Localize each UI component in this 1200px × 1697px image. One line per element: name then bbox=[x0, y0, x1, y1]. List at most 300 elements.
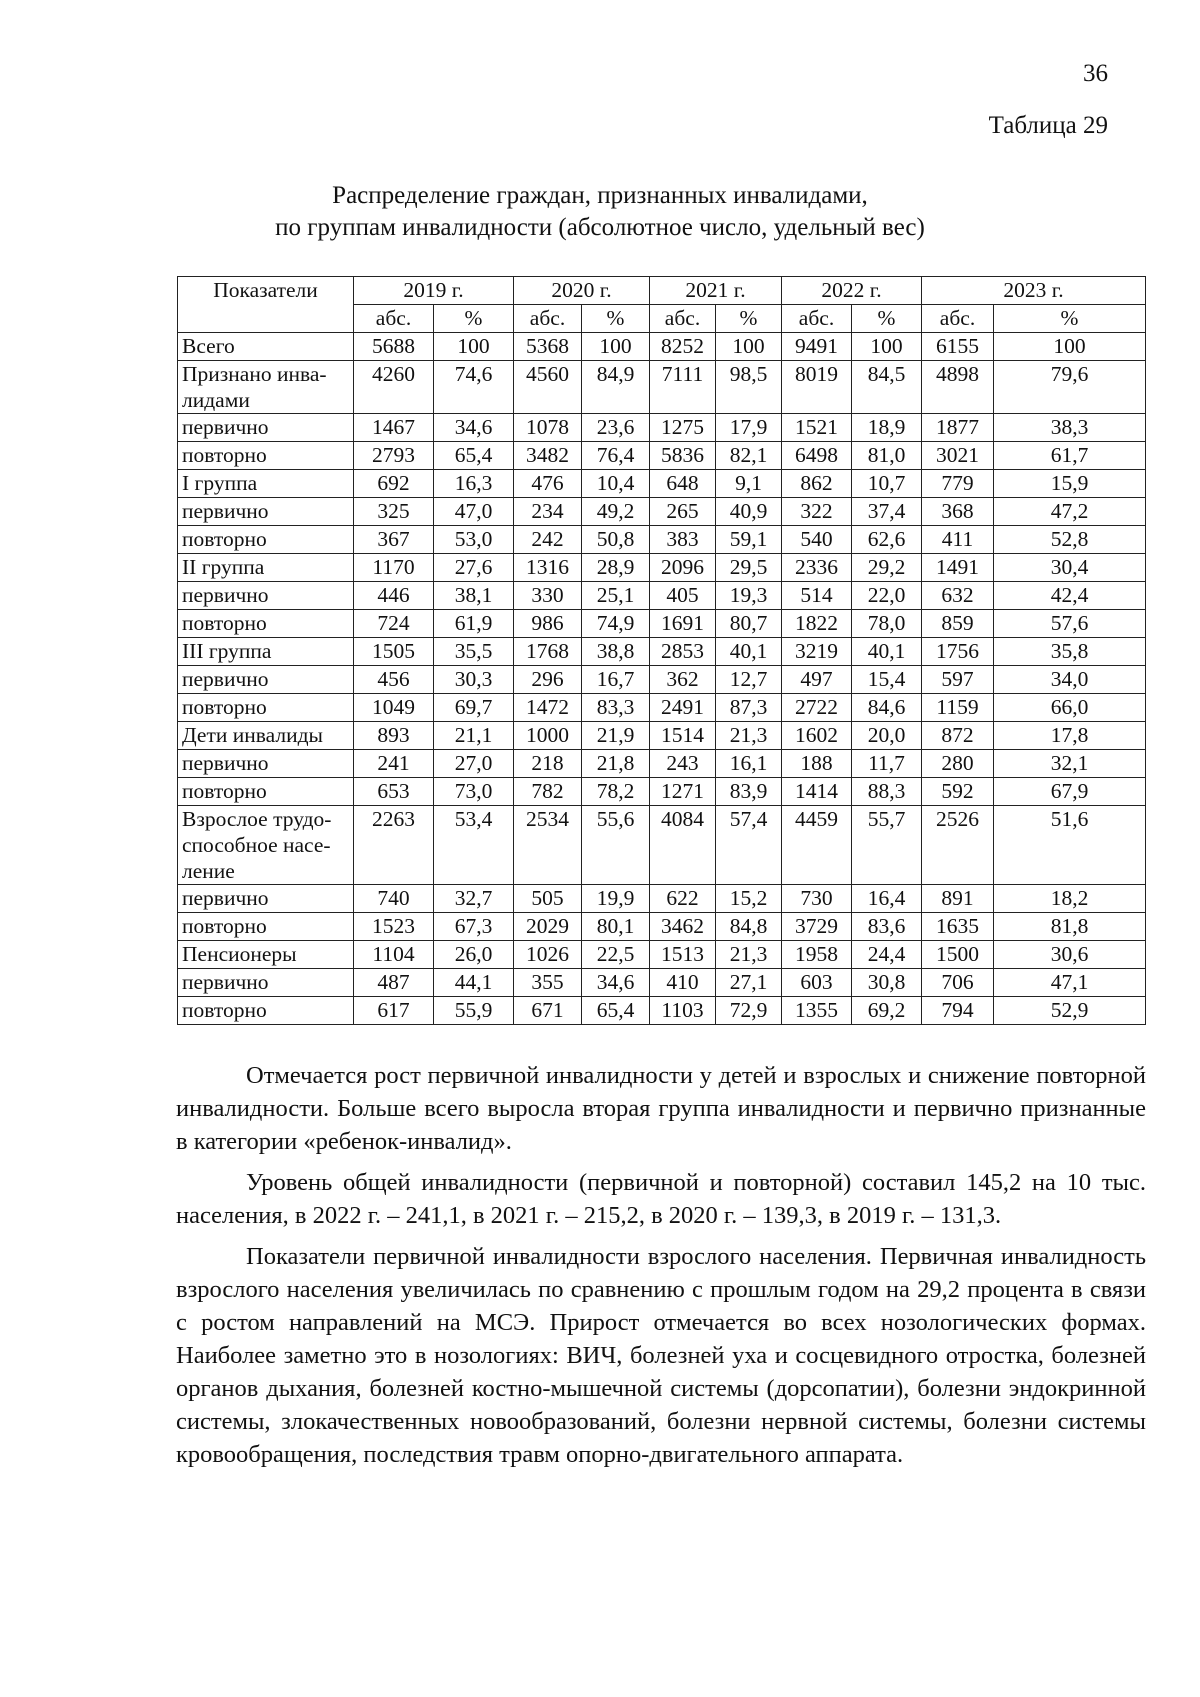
abs-cell: 540 bbox=[782, 526, 852, 554]
table-row bbox=[178, 885, 1146, 913]
abs-cell: 794 bbox=[922, 997, 994, 1025]
percent-cell: 21,3 bbox=[716, 941, 782, 969]
row-label bbox=[178, 414, 354, 442]
percent-header: % bbox=[434, 305, 514, 333]
row-label bbox=[178, 969, 354, 997]
percent-cell: 29,5 bbox=[716, 554, 782, 582]
abs-header: абс. bbox=[354, 305, 434, 333]
percent-cell: 80,1 bbox=[582, 913, 650, 941]
abs-cell: 597 bbox=[922, 666, 994, 694]
row-label-text: первично bbox=[182, 583, 269, 607]
table-row bbox=[178, 361, 1146, 414]
abs-cell: 330 bbox=[514, 582, 582, 610]
percent-cell: 35,5 bbox=[434, 638, 514, 666]
percent-cell: 57,4 bbox=[716, 806, 782, 885]
percent-cell: 72,9 bbox=[716, 997, 782, 1025]
abs-cell: 487 bbox=[354, 969, 434, 997]
percent-cell: 28,9 bbox=[582, 554, 650, 582]
abs-cell: 9491 bbox=[782, 333, 852, 361]
table-row bbox=[178, 750, 1146, 778]
percent-cell: 11,7 bbox=[852, 750, 922, 778]
abs-header: абс. bbox=[782, 305, 852, 333]
percent-cell: 17,8 bbox=[994, 722, 1146, 750]
percent-cell: 40,1 bbox=[716, 638, 782, 666]
percent-cell: 21,8 bbox=[582, 750, 650, 778]
row-label-text: повторно bbox=[182, 443, 267, 467]
row-label bbox=[178, 333, 354, 361]
percent-cell: 19,9 bbox=[582, 885, 650, 913]
abs-cell: 241 bbox=[354, 750, 434, 778]
abs-cell: 368 bbox=[922, 498, 994, 526]
percent-cell: 87,3 bbox=[716, 694, 782, 722]
row-label bbox=[178, 361, 354, 414]
row-label-text: повторно bbox=[182, 527, 267, 551]
percent-cell: 49,2 bbox=[582, 498, 650, 526]
row-label bbox=[178, 885, 354, 913]
percent-cell: 50,8 bbox=[582, 526, 650, 554]
abs-header: абс. bbox=[922, 305, 994, 333]
percent-cell: 66,0 bbox=[994, 694, 1146, 722]
table-row bbox=[178, 414, 1146, 442]
percent-cell: 74,9 bbox=[582, 610, 650, 638]
abs-cell: 2029 bbox=[514, 913, 582, 941]
percent-cell: 98,5 bbox=[716, 361, 782, 414]
row-label bbox=[178, 997, 354, 1025]
abs-cell: 622 bbox=[650, 885, 716, 913]
abs-cell: 1271 bbox=[650, 778, 716, 806]
abs-cell: 671 bbox=[514, 997, 582, 1025]
abs-cell: 779 bbox=[922, 470, 994, 498]
table-label: Таблица 29 bbox=[988, 112, 1108, 139]
percent-cell: 57,6 bbox=[994, 610, 1146, 638]
abs-cell: 497 bbox=[782, 666, 852, 694]
percent-cell: 83,9 bbox=[716, 778, 782, 806]
abs-cell: 3219 bbox=[782, 638, 852, 666]
percent-cell: 69,7 bbox=[434, 694, 514, 722]
abs-cell: 4084 bbox=[650, 806, 716, 885]
percent-cell: 81,0 bbox=[852, 442, 922, 470]
abs-cell: 4459 bbox=[782, 806, 852, 885]
abs-cell: 355 bbox=[514, 969, 582, 997]
percent-cell: 65,4 bbox=[582, 997, 650, 1025]
percent-cell: 16,3 bbox=[434, 470, 514, 498]
table-row bbox=[178, 666, 1146, 694]
abs-cell: 1472 bbox=[514, 694, 582, 722]
row-label bbox=[178, 666, 354, 694]
percent-cell: 16,1 bbox=[716, 750, 782, 778]
row-label-text: Пенсионеры bbox=[182, 942, 297, 966]
percent-header: % bbox=[994, 305, 1146, 333]
row-label bbox=[178, 442, 354, 470]
percent-cell: 47,1 bbox=[994, 969, 1146, 997]
paragraph: Показатели первичной инвалидности взрослого населения. Первичная инвалидность взрослого населения увеличилась по сравнению с прошлым годом на 29,2 процента в связи с ростом направлений на МСЭ. Прирост отмечается во всех нозологических формах. Наиболее заметно это в нозологиях: ВИЧ, болезней уха и сосцевидного отростка, болезней органов дыхания, болезней костно-мышечной системы (дорсопатии), болезни эндокринной системы, злокачественных новообразований, болезни нервной системы, болезни системы кровообращения, последствия травм опорно-двигательного аппарата. bbox=[176, 1243, 1146, 1468]
table-row bbox=[178, 969, 1146, 997]
table-row bbox=[178, 554, 1146, 582]
percent-cell: 78,0 bbox=[852, 610, 922, 638]
percent-cell: 84,5 bbox=[852, 361, 922, 414]
abs-cell: 1049 bbox=[354, 694, 434, 722]
percent-cell: 78,2 bbox=[582, 778, 650, 806]
percent-cell: 40,1 bbox=[852, 638, 922, 666]
abs-cell: 1316 bbox=[514, 554, 582, 582]
percent-cell: 65,4 bbox=[434, 442, 514, 470]
disability-table bbox=[177, 276, 1146, 1025]
abs-cell: 653 bbox=[354, 778, 434, 806]
abs-cell: 2096 bbox=[650, 554, 716, 582]
percent-cell: 88,3 bbox=[852, 778, 922, 806]
percent-cell: 53,0 bbox=[434, 526, 514, 554]
abs-cell: 280 bbox=[922, 750, 994, 778]
percent-cell: 30,6 bbox=[994, 941, 1146, 969]
row-label bbox=[178, 694, 354, 722]
table-row bbox=[178, 610, 1146, 638]
abs-cell: 724 bbox=[354, 610, 434, 638]
row-label bbox=[178, 722, 354, 750]
abs-cell: 4898 bbox=[922, 361, 994, 414]
percent-cell: 16,4 bbox=[852, 885, 922, 913]
abs-cell: 3021 bbox=[922, 442, 994, 470]
abs-cell: 1078 bbox=[514, 414, 582, 442]
abs-cell: 782 bbox=[514, 778, 582, 806]
row-label bbox=[178, 750, 354, 778]
percent-cell: 27,6 bbox=[434, 554, 514, 582]
abs-cell: 1355 bbox=[782, 997, 852, 1025]
abs-cell: 188 bbox=[782, 750, 852, 778]
abs-cell: 265 bbox=[650, 498, 716, 526]
body-text bbox=[176, 1059, 1146, 1479]
percent-cell: 15,2 bbox=[716, 885, 782, 913]
percent-cell: 59,1 bbox=[716, 526, 782, 554]
percent-cell: 20,0 bbox=[852, 722, 922, 750]
table-header-row-years bbox=[178, 277, 1146, 305]
abs-cell: 3729 bbox=[782, 913, 852, 941]
percent-cell: 83,6 bbox=[852, 913, 922, 941]
abs-cell: 706 bbox=[922, 969, 994, 997]
percent-cell: 44,1 bbox=[434, 969, 514, 997]
table-row bbox=[178, 806, 1146, 885]
abs-cell: 1521 bbox=[782, 414, 852, 442]
percent-cell: 52,9 bbox=[994, 997, 1146, 1025]
percent-cell: 73,0 bbox=[434, 778, 514, 806]
percent-cell: 18,9 bbox=[852, 414, 922, 442]
abs-cell: 6155 bbox=[922, 333, 994, 361]
year-header: 2022 г. bbox=[782, 277, 922, 305]
percent-cell: 32,7 bbox=[434, 885, 514, 913]
percent-cell: 55,7 bbox=[852, 806, 922, 885]
percent-cell: 34,6 bbox=[582, 969, 650, 997]
abs-cell: 1170 bbox=[354, 554, 434, 582]
abs-cell: 1756 bbox=[922, 638, 994, 666]
abs-cell: 8019 bbox=[782, 361, 852, 414]
percent-cell: 27,0 bbox=[434, 750, 514, 778]
table-row bbox=[178, 498, 1146, 526]
abs-cell: 325 bbox=[354, 498, 434, 526]
abs-cell: 2491 bbox=[650, 694, 716, 722]
percent-cell: 62,6 bbox=[852, 526, 922, 554]
percent-cell: 37,4 bbox=[852, 498, 922, 526]
percent-cell: 15,9 bbox=[994, 470, 1146, 498]
table-title-line-2: по группам инвалидности (абсолютное число, удельный вес) bbox=[275, 214, 925, 241]
percent-cell: 24,4 bbox=[852, 941, 922, 969]
abs-cell: 2526 bbox=[922, 806, 994, 885]
percent-cell: 27,1 bbox=[716, 969, 782, 997]
percent-cell: 10,4 bbox=[582, 470, 650, 498]
year-header: 2019 г. bbox=[354, 277, 514, 305]
percent-cell: 67,3 bbox=[434, 913, 514, 941]
percent-cell: 30,8 bbox=[852, 969, 922, 997]
abs-cell: 1691 bbox=[650, 610, 716, 638]
row-label bbox=[178, 526, 354, 554]
percent-cell: 10,7 bbox=[852, 470, 922, 498]
abs-cell: 617 bbox=[354, 997, 434, 1025]
percent-cell: 84,8 bbox=[716, 913, 782, 941]
abs-cell: 456 bbox=[354, 666, 434, 694]
abs-cell: 1822 bbox=[782, 610, 852, 638]
abs-cell: 986 bbox=[514, 610, 582, 638]
abs-cell: 1026 bbox=[514, 941, 582, 969]
percent-cell: 19,3 bbox=[716, 582, 782, 610]
table-row bbox=[178, 638, 1146, 666]
percent-cell: 22,0 bbox=[852, 582, 922, 610]
row-label-text: повторно bbox=[182, 779, 267, 803]
percent-cell: 67,9 bbox=[994, 778, 1146, 806]
table-row bbox=[178, 526, 1146, 554]
percent-cell: 15,4 bbox=[852, 666, 922, 694]
row-label-text: первично bbox=[182, 886, 269, 910]
abs-cell: 1275 bbox=[650, 414, 716, 442]
table-row bbox=[178, 333, 1146, 361]
abs-cell: 1103 bbox=[650, 997, 716, 1025]
abs-cell: 859 bbox=[922, 610, 994, 638]
abs-cell: 2336 bbox=[782, 554, 852, 582]
percent-cell: 16,7 bbox=[582, 666, 650, 694]
percent-cell: 38,8 bbox=[582, 638, 650, 666]
percent-cell: 23,6 bbox=[582, 414, 650, 442]
abs-cell: 1104 bbox=[354, 941, 434, 969]
row-label-text: повторно bbox=[182, 611, 267, 635]
paragraph: Отмечается рост первичной инвалидности у детей и взрослых и снижение повторной инвалидности. Больше всего выросла вторая группа инвалидности и первично признанные в категории «ребенок-инвалид». bbox=[176, 1062, 1146, 1155]
row-label bbox=[178, 610, 354, 638]
row-label bbox=[178, 913, 354, 941]
abs-cell: 7111 bbox=[650, 361, 716, 414]
percent-cell: 34,6 bbox=[434, 414, 514, 442]
year-header: 2023 г. bbox=[922, 277, 1146, 305]
row-label-text: Взрослое трудо-способное насе-ление bbox=[182, 807, 332, 883]
percent-cell: 26,0 bbox=[434, 941, 514, 969]
percent-cell: 22,5 bbox=[582, 941, 650, 969]
table-row bbox=[178, 694, 1146, 722]
percent-cell: 12,7 bbox=[716, 666, 782, 694]
percent-cell: 61,9 bbox=[434, 610, 514, 638]
abs-cell: 872 bbox=[922, 722, 994, 750]
percent-cell: 55,6 bbox=[582, 806, 650, 885]
table-row bbox=[178, 582, 1146, 610]
table-row bbox=[178, 722, 1146, 750]
row-label bbox=[178, 778, 354, 806]
table-row bbox=[178, 778, 1146, 806]
percent-cell: 25,1 bbox=[582, 582, 650, 610]
percent-cell: 17,9 bbox=[716, 414, 782, 442]
percent-cell: 47,2 bbox=[994, 498, 1146, 526]
percent-cell: 80,7 bbox=[716, 610, 782, 638]
percent-cell: 9,1 bbox=[716, 470, 782, 498]
percent-header: % bbox=[852, 305, 922, 333]
abs-cell: 1500 bbox=[922, 941, 994, 969]
indicator-header: Показатели bbox=[178, 277, 354, 333]
row-label-text: Признано инва-лидами bbox=[182, 362, 327, 412]
percent-cell: 79,6 bbox=[994, 361, 1146, 414]
abs-cell: 648 bbox=[650, 470, 716, 498]
abs-cell: 1768 bbox=[514, 638, 582, 666]
abs-cell: 411 bbox=[922, 526, 994, 554]
row-label-text: Дети инвалиды bbox=[182, 723, 323, 747]
row-label-text: первично bbox=[182, 667, 269, 691]
abs-cell: 8252 bbox=[650, 333, 716, 361]
row-label-text: Всего bbox=[182, 334, 235, 358]
abs-cell: 5368 bbox=[514, 333, 582, 361]
abs-cell: 603 bbox=[782, 969, 852, 997]
row-label bbox=[178, 941, 354, 969]
abs-cell: 1958 bbox=[782, 941, 852, 969]
abs-cell: 1159 bbox=[922, 694, 994, 722]
row-label-text: III группа bbox=[182, 639, 272, 663]
abs-cell: 1000 bbox=[514, 722, 582, 750]
abs-cell: 410 bbox=[650, 969, 716, 997]
abs-cell: 1467 bbox=[354, 414, 434, 442]
percent-cell: 84,6 bbox=[852, 694, 922, 722]
percent-cell: 21,9 bbox=[582, 722, 650, 750]
row-label-text: первично bbox=[182, 415, 269, 439]
percent-header: % bbox=[716, 305, 782, 333]
year-header: 2021 г. bbox=[650, 277, 782, 305]
percent-cell: 55,9 bbox=[434, 997, 514, 1025]
abs-cell: 1491 bbox=[922, 554, 994, 582]
row-label bbox=[178, 470, 354, 498]
abs-cell: 1414 bbox=[782, 778, 852, 806]
percent-header: % bbox=[582, 305, 650, 333]
percent-cell: 42,4 bbox=[994, 582, 1146, 610]
abs-cell: 3482 bbox=[514, 442, 582, 470]
abs-cell: 1635 bbox=[922, 913, 994, 941]
abs-cell: 218 bbox=[514, 750, 582, 778]
abs-header: абс. bbox=[514, 305, 582, 333]
abs-cell: 592 bbox=[922, 778, 994, 806]
row-label-text: I группа bbox=[182, 471, 258, 495]
abs-cell: 3462 bbox=[650, 913, 716, 941]
abs-cell: 4560 bbox=[514, 361, 582, 414]
abs-cell: 632 bbox=[922, 582, 994, 610]
percent-cell: 100 bbox=[434, 333, 514, 361]
table-row bbox=[178, 997, 1146, 1025]
abs-cell: 2853 bbox=[650, 638, 716, 666]
row-label bbox=[178, 582, 354, 610]
abs-cell: 243 bbox=[650, 750, 716, 778]
percent-cell: 29,2 bbox=[852, 554, 922, 582]
abs-cell: 740 bbox=[354, 885, 434, 913]
year-header: 2020 г. bbox=[514, 277, 650, 305]
abs-header: абс. bbox=[650, 305, 716, 333]
row-label-text: первично bbox=[182, 499, 269, 523]
percent-cell: 51,6 bbox=[994, 806, 1146, 885]
percent-cell: 61,7 bbox=[994, 442, 1146, 470]
percent-cell: 100 bbox=[994, 333, 1146, 361]
percent-cell: 74,6 bbox=[434, 361, 514, 414]
abs-cell: 5688 bbox=[354, 333, 434, 361]
percent-cell: 83,3 bbox=[582, 694, 650, 722]
row-label bbox=[178, 806, 354, 885]
page-number: 36 bbox=[1083, 60, 1108, 87]
percent-cell: 30,4 bbox=[994, 554, 1146, 582]
percent-cell: 100 bbox=[582, 333, 650, 361]
row-label-text: повторно bbox=[182, 914, 267, 938]
percent-cell: 52,8 bbox=[994, 526, 1146, 554]
percent-cell: 100 bbox=[852, 333, 922, 361]
abs-cell: 862 bbox=[782, 470, 852, 498]
percent-cell: 35,8 bbox=[994, 638, 1146, 666]
percent-cell: 38,1 bbox=[434, 582, 514, 610]
abs-cell: 1505 bbox=[354, 638, 434, 666]
row-label-text: повторно bbox=[182, 695, 267, 719]
abs-cell: 2722 bbox=[782, 694, 852, 722]
table-row bbox=[178, 470, 1146, 498]
abs-cell: 2793 bbox=[354, 442, 434, 470]
abs-cell: 1523 bbox=[354, 913, 434, 941]
abs-cell: 405 bbox=[650, 582, 716, 610]
percent-cell: 69,2 bbox=[852, 997, 922, 1025]
percent-cell: 81,8 bbox=[994, 913, 1146, 941]
abs-cell: 730 bbox=[782, 885, 852, 913]
percent-cell: 47,0 bbox=[434, 498, 514, 526]
abs-cell: 296 bbox=[514, 666, 582, 694]
table-row bbox=[178, 442, 1146, 470]
percent-cell: 34,0 bbox=[994, 666, 1146, 694]
table-title-line-1: Распределение граждан, признанных инвалидами, bbox=[332, 182, 868, 209]
abs-cell: 1513 bbox=[650, 941, 716, 969]
percent-cell: 40,9 bbox=[716, 498, 782, 526]
percent-cell: 21,3 bbox=[716, 722, 782, 750]
table-body bbox=[178, 333, 1146, 1025]
percent-cell: 84,9 bbox=[582, 361, 650, 414]
abs-cell: 367 bbox=[354, 526, 434, 554]
abs-cell: 2263 bbox=[354, 806, 434, 885]
abs-cell: 476 bbox=[514, 470, 582, 498]
row-label-text: первично bbox=[182, 970, 269, 994]
percent-cell: 18,2 bbox=[994, 885, 1146, 913]
abs-cell: 446 bbox=[354, 582, 434, 610]
abs-cell: 692 bbox=[354, 470, 434, 498]
abs-cell: 2534 bbox=[514, 806, 582, 885]
table-title bbox=[0, 180, 1200, 244]
abs-cell: 1514 bbox=[650, 722, 716, 750]
abs-cell: 505 bbox=[514, 885, 582, 913]
row-label-text: первично bbox=[182, 751, 269, 775]
row-label bbox=[178, 498, 354, 526]
abs-cell: 4260 bbox=[354, 361, 434, 414]
abs-cell: 362 bbox=[650, 666, 716, 694]
percent-cell: 76,4 bbox=[582, 442, 650, 470]
abs-cell: 242 bbox=[514, 526, 582, 554]
row-label bbox=[178, 554, 354, 582]
abs-cell: 891 bbox=[922, 885, 994, 913]
row-label bbox=[178, 638, 354, 666]
abs-cell: 234 bbox=[514, 498, 582, 526]
abs-cell: 1877 bbox=[922, 414, 994, 442]
abs-cell: 5836 bbox=[650, 442, 716, 470]
percent-cell: 100 bbox=[716, 333, 782, 361]
percent-cell: 21,1 bbox=[434, 722, 514, 750]
abs-cell: 1602 bbox=[782, 722, 852, 750]
percent-cell: 82,1 bbox=[716, 442, 782, 470]
